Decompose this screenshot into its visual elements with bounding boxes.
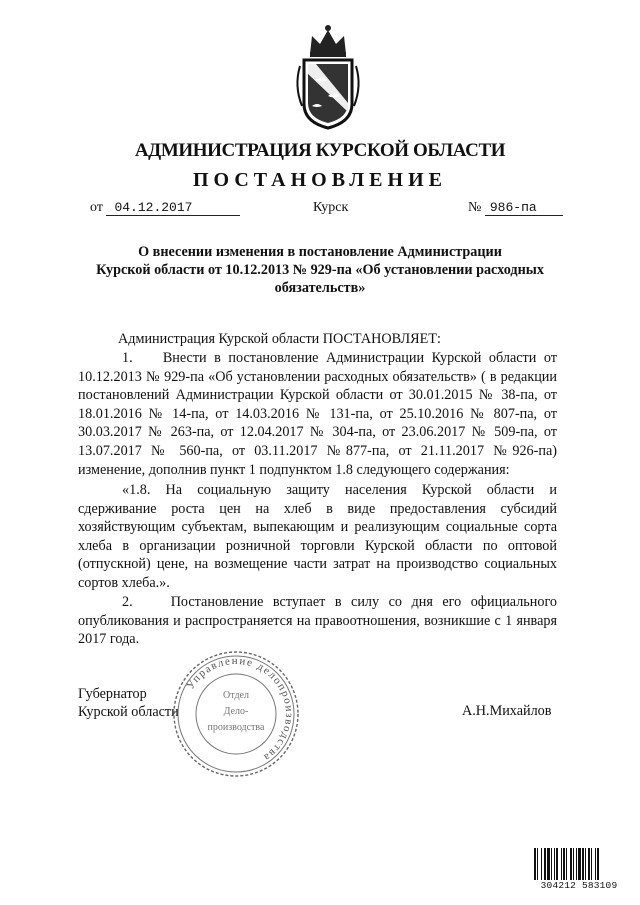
barcode-bar — [556, 848, 558, 882]
subject-line-2: Курской области от 10.12.2013 № 929-па «Об установлении расходных — [96, 262, 544, 278]
barcode-bar — [554, 848, 555, 882]
coat-of-arms-icon — [290, 22, 366, 132]
subject-line-3: обязательств» — [274, 280, 366, 296]
signer-title-line-1: Губернатор — [78, 686, 147, 702]
barcode-bar — [576, 848, 577, 882]
barcode-bar — [547, 848, 550, 882]
document-type: ПОСТАНОВЛЕНИЕ — [193, 169, 447, 191]
barcode-bar — [573, 848, 574, 882]
stamp-center-line-1: Отдел — [223, 690, 249, 701]
signer-name: А.Н.Михайлов — [462, 703, 552, 719]
barcode-bar — [582, 848, 584, 882]
stamp-center-line-3: производства — [207, 722, 265, 733]
barcode-bar — [578, 848, 581, 882]
city-name: Курск — [313, 200, 349, 215]
organization-title: АДМИНИСТРАЦИЯ КУРСКОЙ ОБЛАСТИ — [134, 140, 506, 161]
signer-title — [78, 685, 179, 721]
barcode-bar — [570, 848, 572, 882]
barcode-bar — [561, 848, 562, 882]
barcode-bar — [597, 848, 599, 882]
paragraph-1-text: Внести в постановление Администрации Курской области от 10.12.2013 № 929-па «Об установлении расходных обязательств» ( в редакции постановлений Администрации Курской области от 30.01.2015 № 38-па, от 18.01.2016 № 14-па, от 14.03.2016 № 131-па, от 25.10.2016 № 807-па, от 30.03.2017 № 263-па, от 12.04.2017 № 304-па, от 23.06.2017 № 509-па, от 13.07.2017 № 560-па, от 03.11.2017 №877-па, от 21.11.2017 №926-па) изменение, дополнив пункт 1 подпунктом 1.8 следующего содержания: — [78, 350, 557, 478]
barcode-bar — [541, 848, 542, 882]
date-line — [90, 200, 240, 216]
signer-title-line-2: Курской области — [78, 704, 179, 720]
barcode-bar — [537, 848, 538, 882]
document-number: 986-па — [485, 200, 563, 216]
stamp-icon — [170, 648, 302, 780]
quoted-subparagraph-text: «1.8. На социальную защиту населения Курской области и сдерживание роста цен на хлеб в виде предоставления субсидий хозяйствующим субъектам, выпекающим и реализующим социальные сорта хлеба в организации розничной торговли Курской области по оптовой (отпускной) цене, на возмещение части затрат на производство социальных сортов хлеба.». — [78, 482, 557, 591]
barcode-bar — [563, 848, 565, 882]
barcode-bar — [588, 848, 590, 882]
quoted-subparagraph — [78, 481, 557, 593]
paragraph-1-number: 1. — [122, 350, 133, 366]
barcode-bar — [595, 848, 596, 882]
paragraph-1 — [78, 349, 557, 479]
barcode-digits: 304212 583109 — [533, 880, 625, 891]
paragraph-2 — [78, 593, 557, 649]
date-label: от — [90, 200, 103, 215]
barcode-bar — [566, 848, 567, 882]
intro-paragraph: Администрация Курской области ПОСТАНОВЛЯЕТ: — [118, 331, 441, 347]
number-line — [468, 200, 563, 216]
paragraph-2-text: Постановление вступает в силу со дня его официального опубликования и распространяется на правоотношения, возникшие с 1 января 2017 года. — [78, 594, 557, 648]
document-date: 04.12.2017 — [106, 200, 240, 216]
barcode-bar — [544, 848, 546, 882]
barcode-bar — [551, 848, 552, 882]
document-subject — [70, 243, 570, 297]
stamp-ring-text: Управление делопроизводства — [184, 654, 296, 765]
number-label: № — [468, 200, 482, 215]
barcode-bar — [591, 848, 592, 882]
paragraph-2-number: 2. — [122, 594, 133, 610]
subject-line-1: О внесении изменения в постановление Администрации — [138, 244, 502, 260]
barcode-bar — [534, 848, 536, 882]
stamp-center-line-2: Дело- — [223, 706, 249, 717]
barcode-bar — [585, 848, 586, 882]
